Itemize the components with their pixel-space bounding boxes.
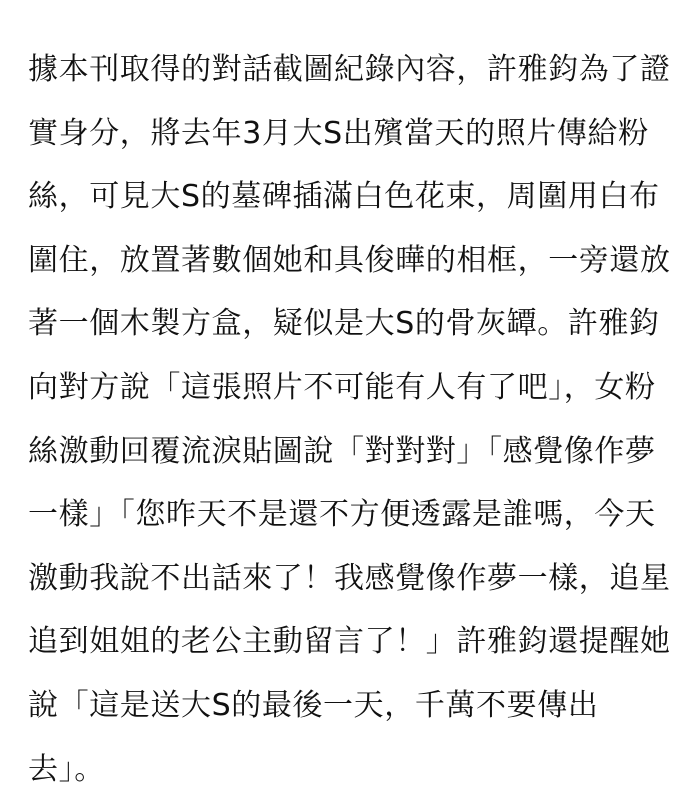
text-line: 向對方說「這張照片不可能有人有了吧」，女粉	[28, 369, 656, 405]
text-line: 絲，可見大S的墓碑插滿白色花束，周圍用白布	[28, 179, 660, 215]
text-line: 絲激動回覆流淚貼圖說「對對對」「感覺像作夢	[28, 433, 656, 469]
text-line: 去」。	[28, 751, 105, 787]
text-line: 說「這是送大S的最後一天，千萬不要傳出	[28, 687, 599, 723]
text-line: 追到姐姐的老公主動留言了！」許雅鈞還提醒她	[28, 624, 671, 660]
text-line: 一樣」「您昨天不是還不方便透露是誰嗎，今天	[28, 497, 656, 533]
article-text	[28, 42, 671, 805]
text-line: 據本刊取得的對話截圖紀錄內容，許雅鈞為了證	[28, 52, 671, 87]
text-line: 實身分，將去年3月大S出殯當天的照片傳給粉	[28, 115, 649, 151]
text-line: 著一個木製方盒，疑似是大S的骨灰罈。許雅鈞	[28, 306, 660, 342]
text-line: 激動我說不出話來了！我感覺像作夢一樣，追星	[28, 560, 671, 596]
text-line: 圍住，放置著數個她和具俊曄的相框，一旁還放	[28, 242, 671, 278]
